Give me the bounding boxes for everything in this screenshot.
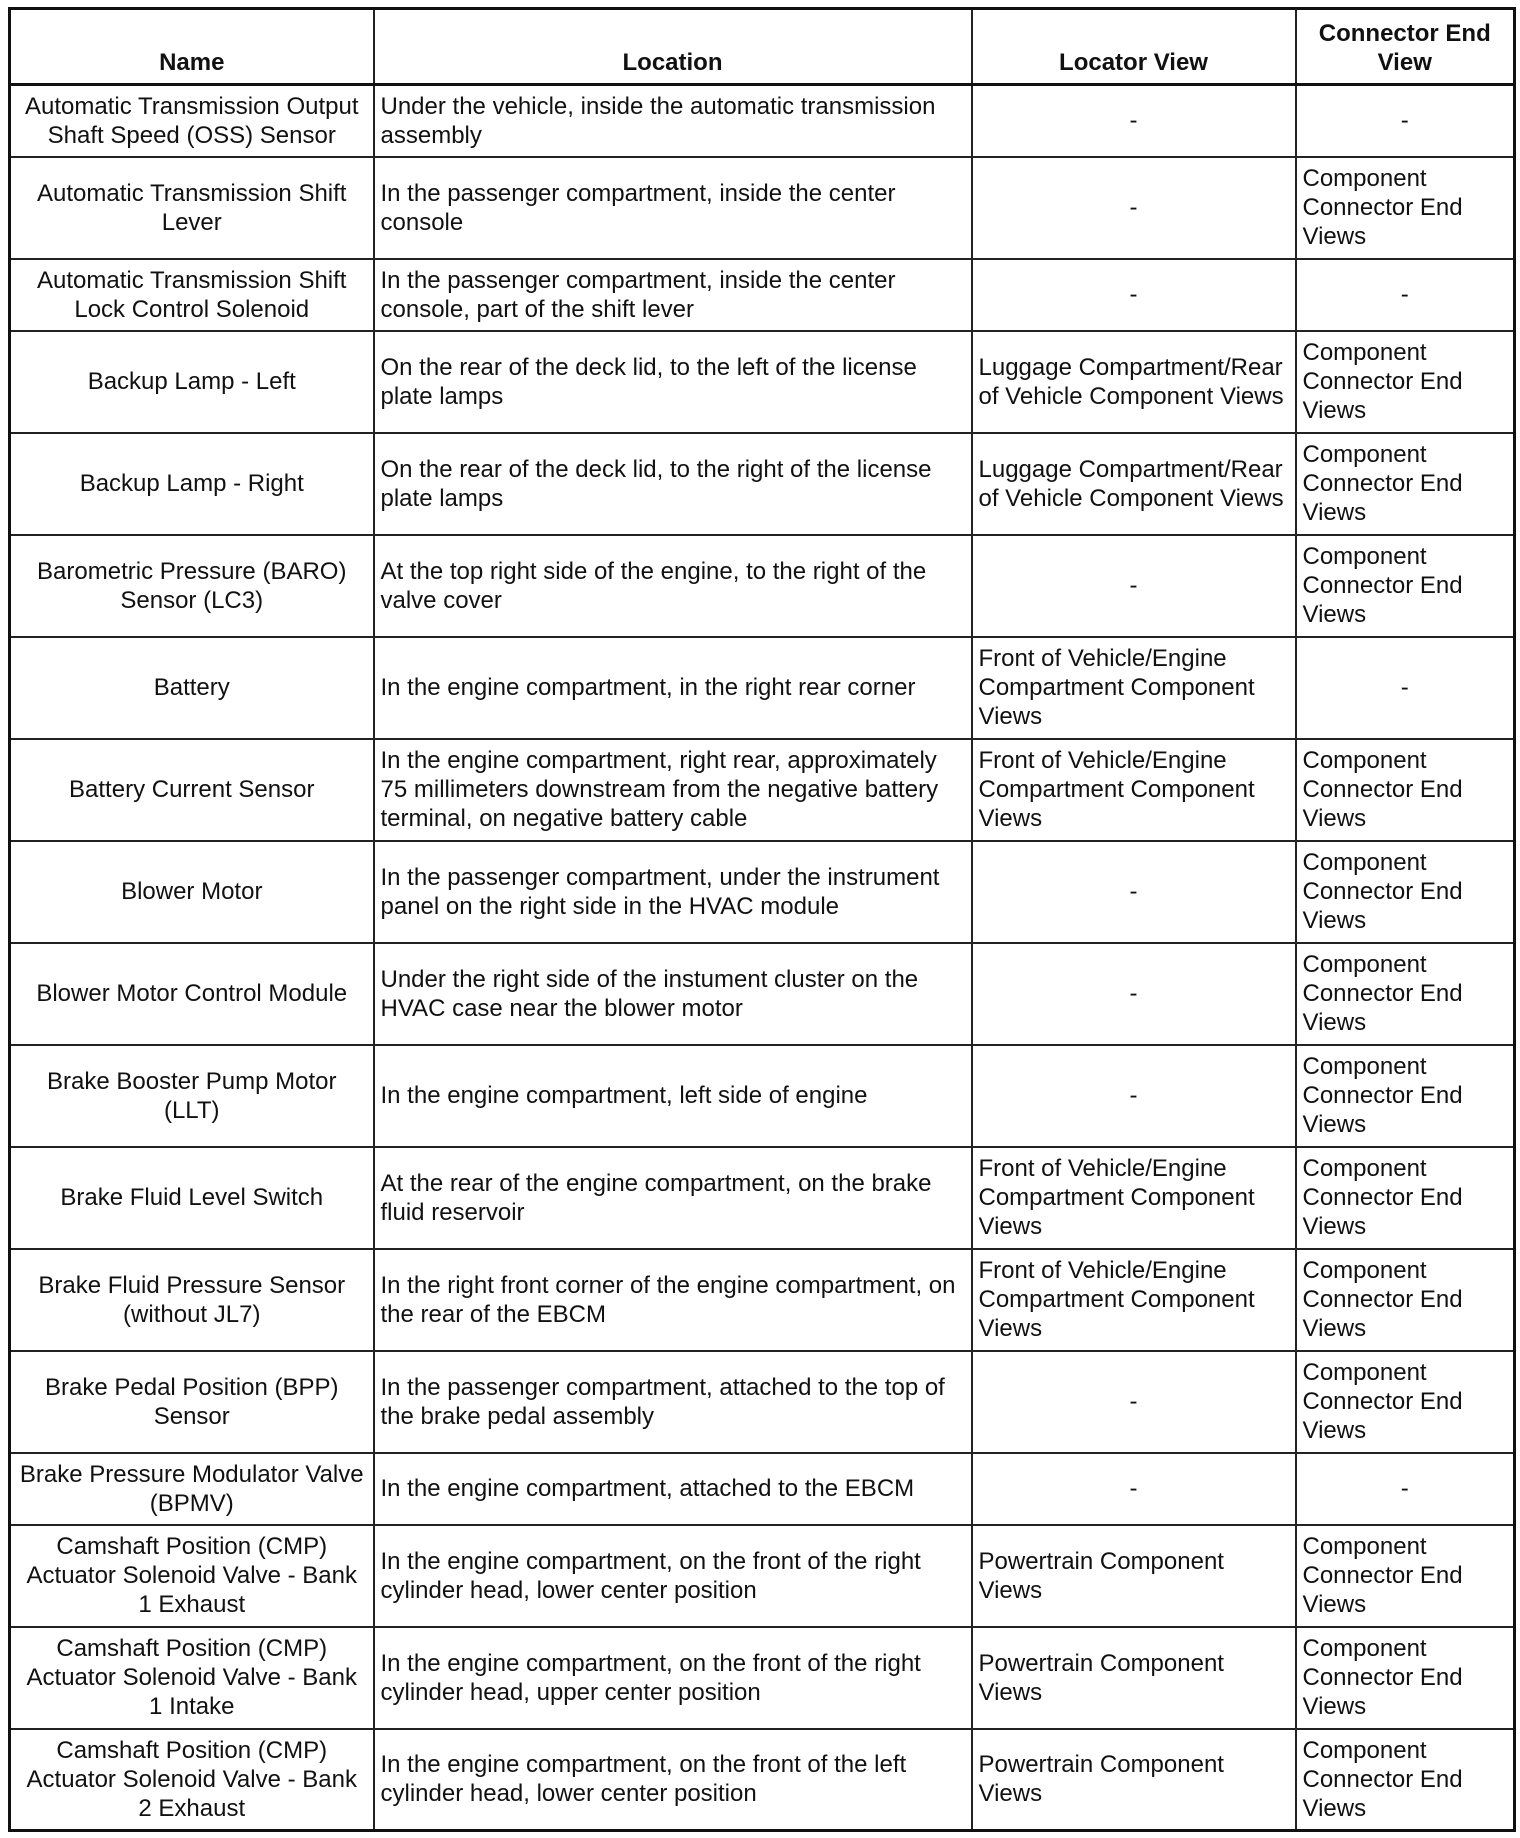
cell-location: At the rear of the engine compartment, on the brake fluid reservoir (374, 1147, 972, 1249)
cell-location: At the top right side of the engine, to the right of the valve cover (374, 535, 972, 637)
table-row (10, 1627, 1515, 1729)
cell-locator-view: - (972, 535, 1296, 637)
table-row (10, 259, 1515, 331)
cell-name: Automatic Transmission Output Shaft Speed (OSS) Sensor (10, 85, 374, 157)
cell-location: In the engine compartment, on the front of the left cylinder head, lower center position (374, 1729, 972, 1831)
cell-name: Brake Fluid Pressure Sensor (without JL7) (10, 1249, 374, 1351)
cell-location: In the engine compartment, attached to the EBCM (374, 1453, 972, 1525)
cell-location: In the passenger compartment, attached to the top of the brake pedal assembly (374, 1351, 972, 1453)
cell-connector-end-view: Component Connector End Views (1296, 535, 1515, 637)
cell-name: Camshaft Position (CMP) Actuator Solenoid Valve - Bank 1 Exhaust (10, 1525, 374, 1627)
cell-connector-end-view: Component Connector End Views (1296, 331, 1515, 433)
component-locator-table (8, 7, 1516, 1832)
cell-connector-end-view: Component Connector End Views (1296, 433, 1515, 535)
cell-locator-view: Luggage Compartment/Rear of Vehicle Component Views (972, 331, 1296, 433)
table-row (10, 841, 1515, 943)
table-row (10, 1351, 1515, 1453)
cell-name: Camshaft Position (CMP) Actuator Solenoid Valve - Bank 2 Exhaust (10, 1729, 374, 1831)
cell-name: Battery (10, 637, 374, 739)
cell-location: On the rear of the deck lid, to the right of the license plate lamps (374, 433, 972, 535)
table-row (10, 1045, 1515, 1147)
table-row (10, 1147, 1515, 1249)
cell-location: In the engine compartment, on the front of the right cylinder head, upper center position (374, 1627, 972, 1729)
cell-locator-view: - (972, 1453, 1296, 1525)
column-header-name: Name (10, 9, 374, 85)
cell-location: On the rear of the deck lid, to the left of the license plate lamps (374, 331, 972, 433)
cell-location: In the right front corner of the engine compartment, on the rear of the EBCM (374, 1249, 972, 1351)
cell-connector-end-view: Component Connector End Views (1296, 1351, 1515, 1453)
column-header-location: Location (374, 9, 972, 85)
cell-name: Brake Fluid Level Switch (10, 1147, 374, 1249)
cell-connector-end-view: Component Connector End Views (1296, 841, 1515, 943)
cell-connector-end-view: - (1296, 259, 1515, 331)
column-header-locator-view: Locator View (972, 9, 1296, 85)
table-row (10, 157, 1515, 259)
cell-locator-view: - (972, 85, 1296, 157)
cell-name: Brake Pedal Position (BPP) Sensor (10, 1351, 374, 1453)
cell-location: In the engine compartment, left side of engine (374, 1045, 972, 1147)
cell-name: Blower Motor Control Module (10, 943, 374, 1045)
table-row (10, 85, 1515, 157)
table-row (10, 1249, 1515, 1351)
column-header-connector-end-view: Connector End View (1296, 9, 1515, 85)
table-row (10, 535, 1515, 637)
cell-name: Automatic Transmission Shift Lock Control Solenoid (10, 259, 374, 331)
cell-locator-view: Luggage Compartment/Rear of Vehicle Component Views (972, 433, 1296, 535)
table-header-row (10, 9, 1515, 85)
cell-locator-view: - (972, 841, 1296, 943)
cell-locator-view: Front of Vehicle/Engine Compartment Component Views (972, 637, 1296, 739)
cell-connector-end-view: - (1296, 1453, 1515, 1525)
cell-locator-view: Powertrain Component Views (972, 1627, 1296, 1729)
cell-location: In the passenger compartment, under the instrument panel on the right side in the HVAC module (374, 841, 972, 943)
table-row (10, 331, 1515, 433)
cell-connector-end-view: - (1296, 85, 1515, 157)
cell-location: In the engine compartment, right rear, approximately 75 millimeters downstream from the negative battery terminal, on negative battery cable (374, 739, 972, 841)
cell-name: Backup Lamp - Right (10, 433, 374, 535)
cell-location: In the engine compartment, in the right rear corner (374, 637, 972, 739)
cell-locator-view: - (972, 1351, 1296, 1453)
cell-connector-end-view: Component Connector End Views (1296, 1525, 1515, 1627)
component-locator-sheet (8, 7, 1513, 1832)
cell-name: Blower Motor (10, 841, 374, 943)
table-row (10, 1729, 1515, 1831)
cell-connector-end-view: Component Connector End Views (1296, 1729, 1515, 1831)
cell-locator-view: Front of Vehicle/Engine Compartment Component Views (972, 1249, 1296, 1351)
table-row (10, 637, 1515, 739)
table-row (10, 433, 1515, 535)
cell-name: Brake Pressure Modulator Valve (BPMV) (10, 1453, 374, 1525)
cell-locator-view: - (972, 259, 1296, 331)
table-row (10, 1453, 1515, 1525)
cell-locator-view: - (972, 1045, 1296, 1147)
cell-connector-end-view: - (1296, 637, 1515, 739)
cell-name: Brake Booster Pump Motor (LLT) (10, 1045, 374, 1147)
cell-name: Automatic Transmission Shift Lever (10, 157, 374, 259)
cell-connector-end-view: Component Connector End Views (1296, 157, 1515, 259)
cell-locator-view: Front of Vehicle/Engine Compartment Component Views (972, 1147, 1296, 1249)
cell-name: Battery Current Sensor (10, 739, 374, 841)
cell-connector-end-view: Component Connector End Views (1296, 943, 1515, 1045)
cell-locator-view: - (972, 157, 1296, 259)
cell-locator-view: Front of Vehicle/Engine Compartment Component Views (972, 739, 1296, 841)
cell-location: Under the right side of the instument cluster on the HVAC case near the blower motor (374, 943, 972, 1045)
cell-locator-view: Powertrain Component Views (972, 1729, 1296, 1831)
table-row (10, 1525, 1515, 1627)
cell-location: In the passenger compartment, inside the center console, part of the shift lever (374, 259, 972, 331)
table-body (10, 85, 1515, 1831)
cell-locator-view: - (972, 943, 1296, 1045)
cell-name: Backup Lamp - Left (10, 331, 374, 433)
cell-name: Barometric Pressure (BARO) Sensor (LC3) (10, 535, 374, 637)
cell-connector-end-view: Component Connector End Views (1296, 1627, 1515, 1729)
cell-connector-end-view: Component Connector End Views (1296, 1147, 1515, 1249)
cell-location: In the passenger compartment, inside the center console (374, 157, 972, 259)
table-row (10, 739, 1515, 841)
cell-connector-end-view: Component Connector End Views (1296, 739, 1515, 841)
cell-connector-end-view: Component Connector End Views (1296, 1249, 1515, 1351)
cell-connector-end-view: Component Connector End Views (1296, 1045, 1515, 1147)
cell-name: Camshaft Position (CMP) Actuator Solenoid Valve - Bank 1 Intake (10, 1627, 374, 1729)
table-row (10, 943, 1515, 1045)
cell-location: Under the vehicle, inside the automatic transmission assembly (374, 85, 972, 157)
cell-location: In the engine compartment, on the front of the right cylinder head, lower center position (374, 1525, 972, 1627)
cell-locator-view: Powertrain Component Views (972, 1525, 1296, 1627)
